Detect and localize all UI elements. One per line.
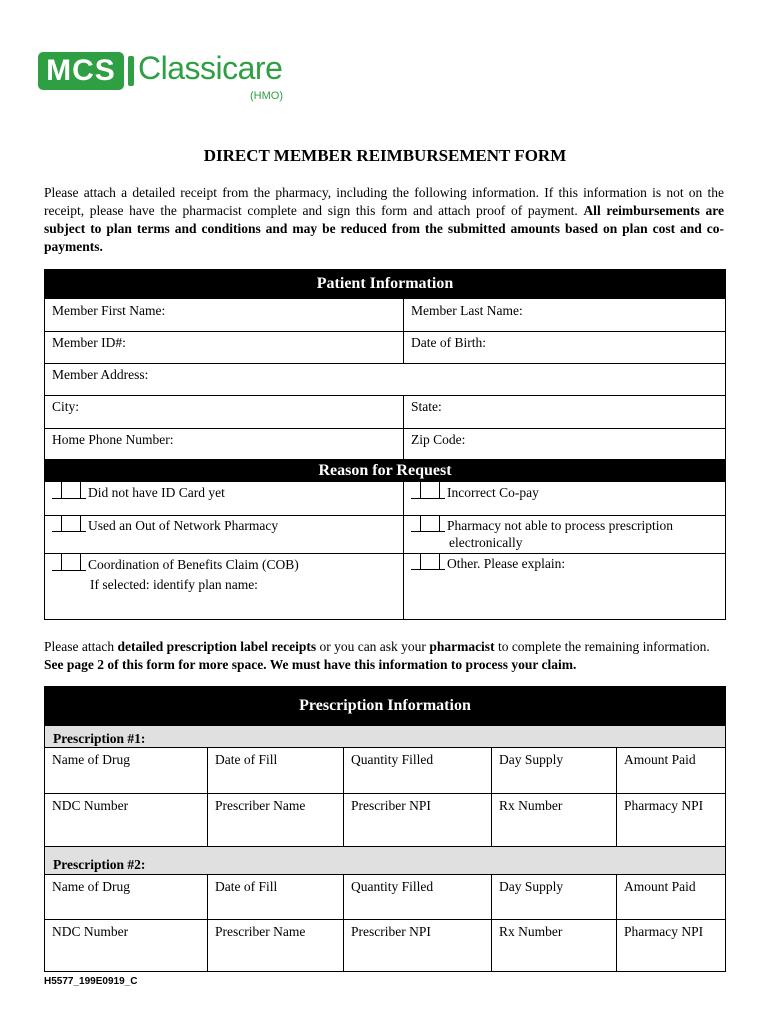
prescription-2-row-b — [45, 919, 725, 972]
p2-date-of-fill[interactable]: Date of Fill — [207, 875, 343, 920]
prescription-2-label: Prescription #2: — [45, 846, 725, 874]
prescription-1-row-b — [45, 793, 725, 846]
member-id-field[interactable]: Member ID#: — [52, 335, 126, 350]
p2-prescriber-name[interactable]: Prescriber Name — [207, 920, 343, 972]
prescription-2-row-a — [45, 874, 725, 920]
form-title: DIRECT MEMBER REIMBURSEMENT FORM — [203, 146, 567, 165]
prescription-heading: Prescription Information — [45, 687, 725, 725]
intro-paragraph: Please attach a detailed receipt from the pharmacy, including the following information. If this information is not on the receipt, please have the pharmacist complete and sign this form and attach proof of payment. All reimbursements are subject to plan terms and conditions and may be reduced from the submitted amounts based on plan cost and co-payments. — [44, 185, 725, 254]
prescription-1-label: Prescription #1: — [45, 725, 725, 747]
p2-pharmacy-npi[interactable]: Pharmacy NPI — [616, 920, 725, 972]
checkbox-cob[interactable] — [52, 556, 86, 571]
p1-pharmacy-npi[interactable]: Pharmacy NPI — [616, 794, 725, 846]
zip-field[interactable]: Zip Code: — [403, 428, 725, 459]
p1-day-supply[interactable]: Day Supply — [491, 748, 616, 794]
patient-row-names — [44, 299, 726, 332]
reason-incorrect-copay: Incorrect Co-pay — [403, 482, 725, 515]
reason-no-id: Did not have ID Card yet — [45, 482, 403, 515]
p2-prescriber-npi[interactable]: Prescriber NPI — [343, 920, 491, 972]
p1-quantity[interactable]: Quantity Filled — [343, 748, 491, 794]
p1-prescriber-name[interactable]: Prescriber Name — [207, 794, 343, 846]
logo-word: Classicare — [138, 50, 283, 86]
p2-ndc[interactable]: NDC Number — [52, 924, 129, 939]
p2-quantity[interactable]: Quantity Filled — [343, 875, 491, 920]
reason-not-electronic: Pharmacy not able to process prescription electronically — [403, 515, 725, 553]
p1-ndc[interactable]: NDC Number — [52, 798, 129, 813]
reason-out-network: Used an Out of Network Pharmacy — [45, 515, 403, 553]
p2-rx-number[interactable]: Rx Number — [491, 920, 616, 972]
patient-row-id — [44, 331, 726, 364]
p2-drug-name[interactable]: Name of Drug — [52, 879, 130, 894]
form-code: H5577_199E0919_C — [44, 976, 138, 987]
logo-mark: MCS — [38, 52, 124, 90]
reason-other: Other. Please explain: — [403, 553, 725, 619]
checkbox-other[interactable] — [411, 555, 445, 570]
p2-day-supply[interactable]: Day Supply — [491, 875, 616, 920]
p1-prescriber-npi[interactable]: Prescriber NPI — [343, 794, 491, 846]
checkbox-incorrect-copay[interactable] — [411, 484, 445, 499]
address-field[interactable]: Member Address: — [52, 367, 149, 382]
dob-field[interactable]: Date of Birth: — [403, 331, 725, 363]
p1-date-of-fill[interactable]: Date of Fill — [207, 748, 343, 794]
reason-cob: Coordination of Benefits Claim (COB) If selected: identify plan name: — [45, 553, 403, 619]
last-name-field[interactable]: Member Last Name: — [403, 299, 725, 331]
patient-row-address — [44, 363, 726, 396]
patient-info-heading: Patient Information — [44, 269, 726, 299]
checkbox-out-network[interactable] — [52, 517, 86, 532]
mcs-classicare-logo — [38, 52, 298, 112]
p1-amount-paid[interactable]: Amount Paid — [616, 748, 725, 794]
first-name-field[interactable]: Member First Name: — [52, 303, 166, 318]
city-field[interactable]: City: — [52, 399, 80, 414]
p1-rx-number[interactable]: Rx Number — [491, 794, 616, 846]
checkbox-not-electronic[interactable] — [411, 517, 445, 532]
p1-drug-name[interactable]: Name of Drug — [52, 752, 130, 767]
p2-amount-paid[interactable]: Amount Paid — [616, 875, 725, 920]
patient-row-phone — [44, 428, 726, 460]
logo-hmo: (HMO) — [250, 90, 283, 102]
patient-row-city — [44, 395, 726, 429]
reason-row-2 — [44, 515, 726, 554]
reason-heading: Reason for Request — [44, 460, 726, 482]
state-field[interactable]: State: — [403, 395, 725, 428]
reason-row-3 — [44, 553, 726, 620]
prescription-1-row-a — [45, 747, 725, 794]
reason-row-1 — [44, 482, 726, 516]
prescription-table — [44, 686, 726, 972]
cob-plan-name-label: If selected: identify plan name: — [90, 577, 258, 592]
phone-field[interactable]: Home Phone Number: — [52, 432, 174, 447]
checkbox-no-id[interactable] — [52, 484, 86, 499]
prescription-instructions: Please attach detailed prescription label receipts or you can ask your pharmacist to complete the remaining information. See page 2 of this form for more space. We must have this information to process your claim. — [44, 639, 710, 672]
